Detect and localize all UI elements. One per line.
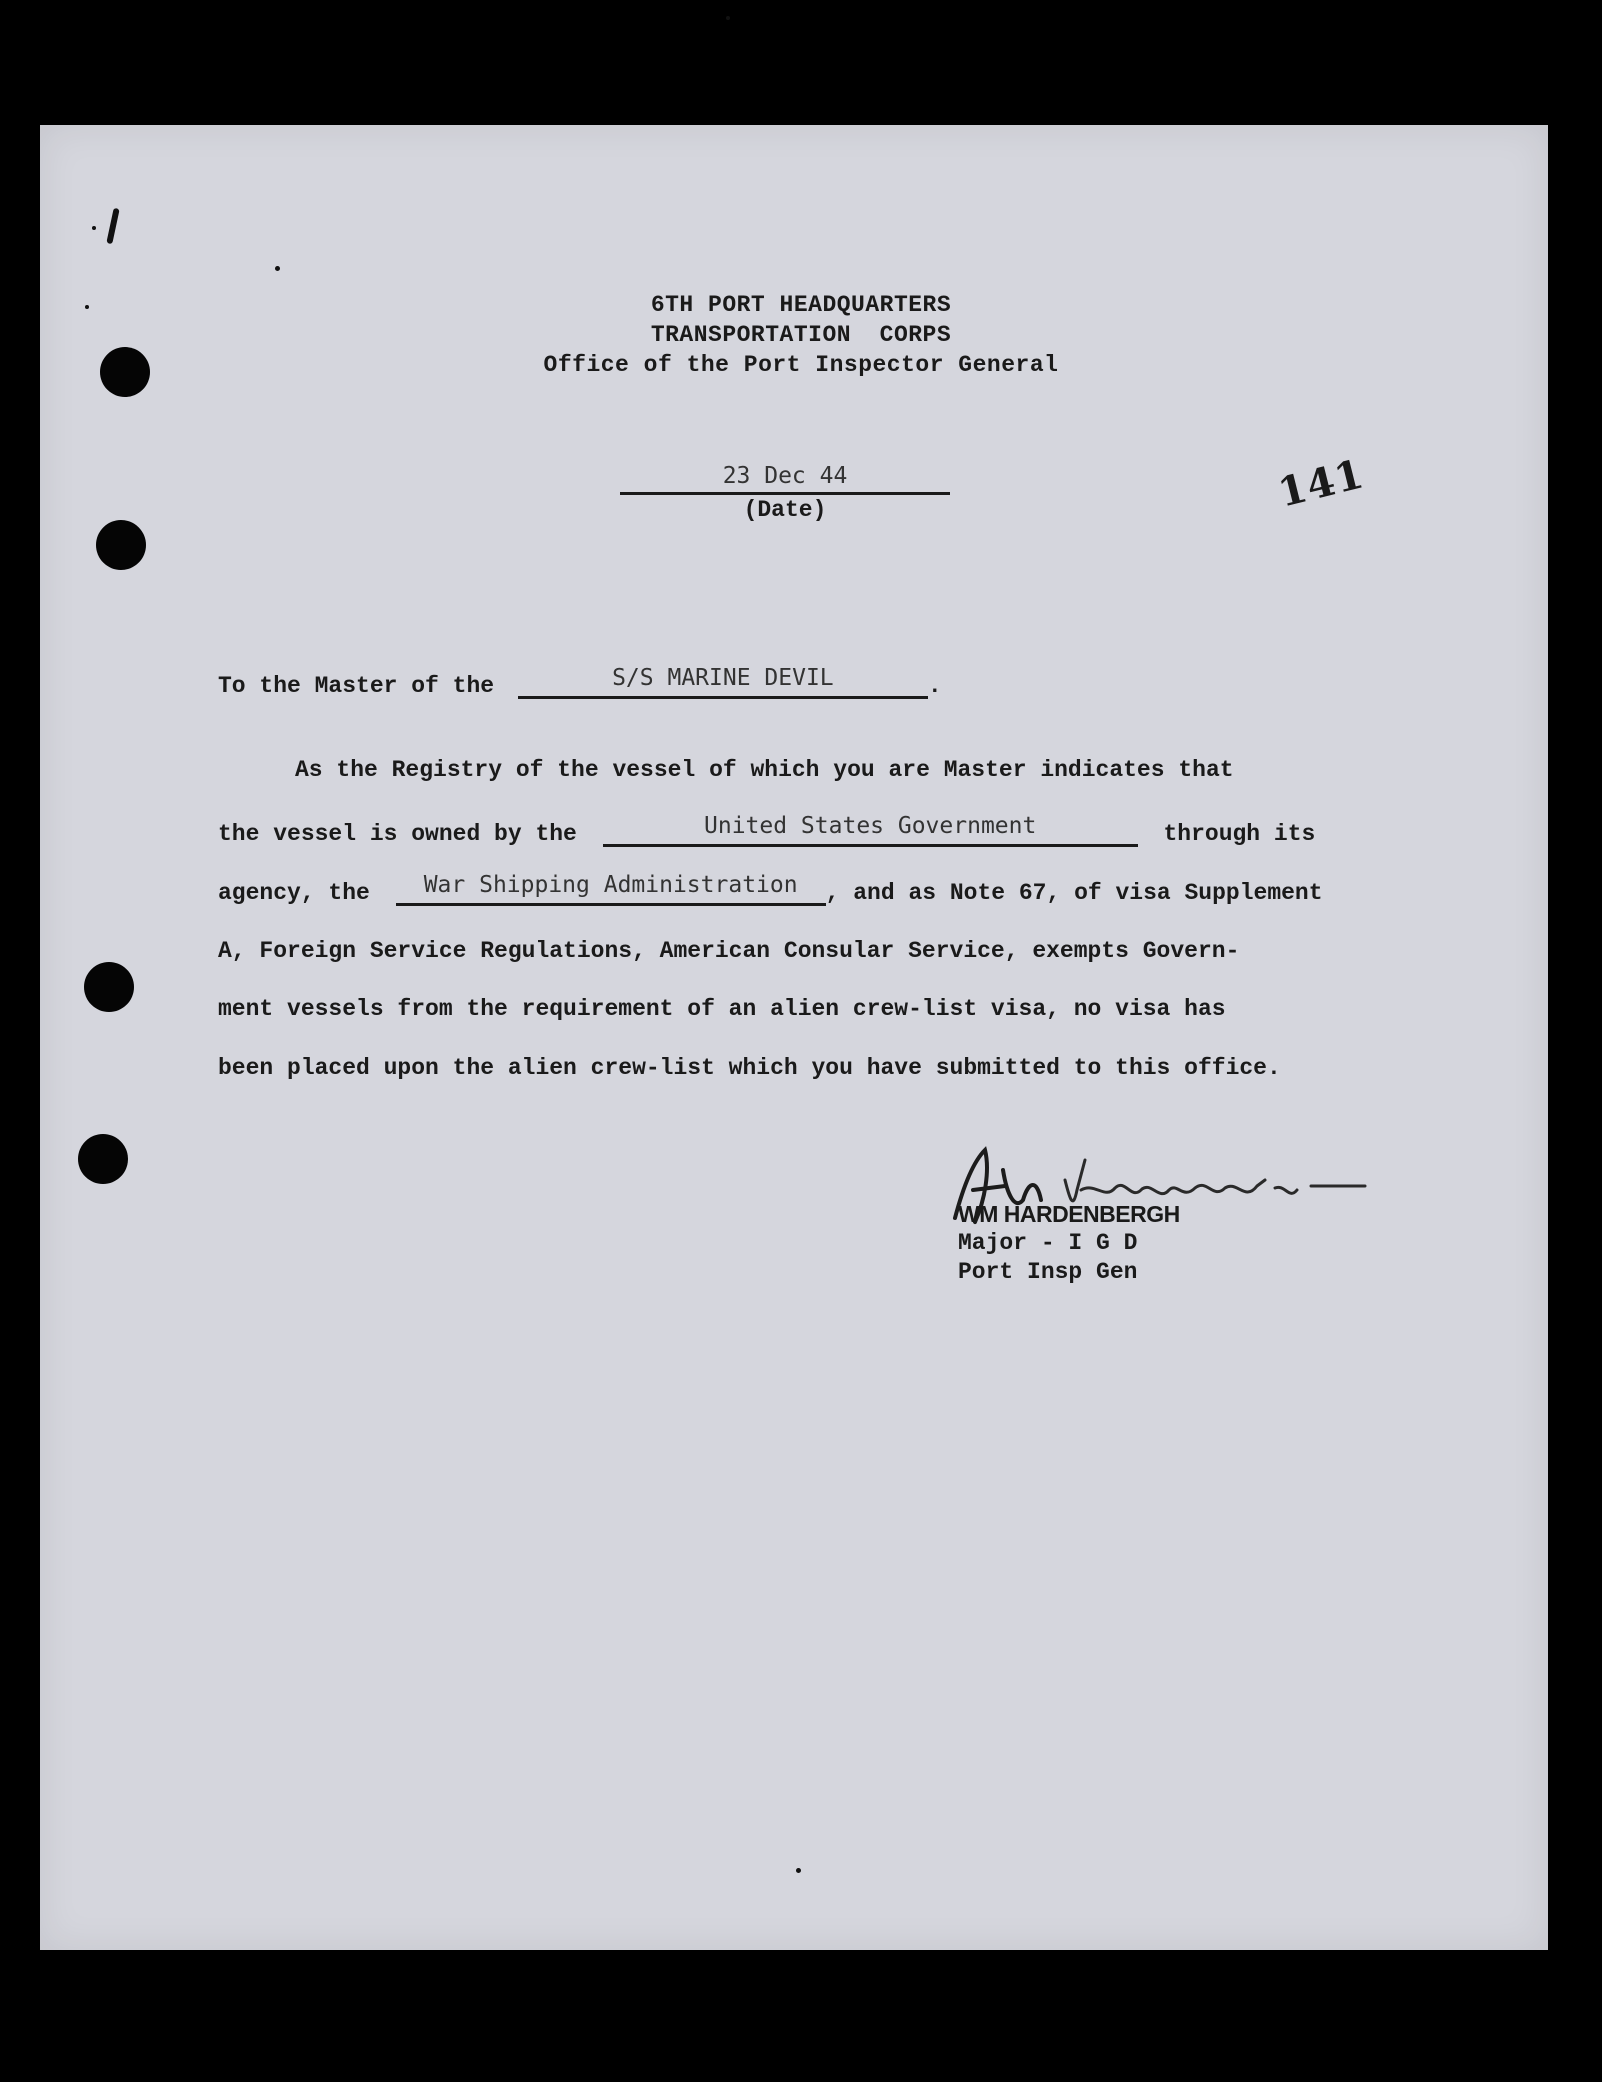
body-line-4-text: A, Foreign Service Regulations, American Consular Service, exempts Govern- xyxy=(218,938,1240,964)
letterhead-line-3: Office of the Port Inspector General xyxy=(543,352,1059,378)
date-block xyxy=(620,460,950,525)
addressee-suffix: . xyxy=(927,673,942,699)
ink-speck xyxy=(796,1868,801,1873)
signer-rank: Major - I G D xyxy=(958,1230,1138,1256)
vessel-name: S/S MARINE DEVIL xyxy=(518,664,928,699)
letterhead xyxy=(0,290,1602,380)
addressee-prefix: To the Master of the xyxy=(218,673,495,699)
body-line-3-prefix: agency, the xyxy=(218,880,370,906)
body-line-4 xyxy=(218,938,1438,964)
date-value: 23 Dec 44 xyxy=(620,460,950,495)
body-line-6-text: been placed upon the alien crew-list which you have submitted to this office. xyxy=(218,1055,1281,1081)
letterhead-line-2: TRANSPORTATION CORPS xyxy=(650,322,952,348)
body-line-5-text: ment vessels from the requirement of an alien crew-list visa, no visa has xyxy=(218,996,1226,1022)
punch-hole xyxy=(84,962,134,1012)
addressee-line xyxy=(218,664,1438,699)
ink-speck xyxy=(726,16,730,20)
ink-speck xyxy=(92,226,96,230)
document-page xyxy=(40,125,1548,1950)
body-line-2-prefix: the vessel is owned by the xyxy=(218,821,577,847)
body-line-2 xyxy=(218,812,1438,847)
letterhead-line-1: 6TH PORT HEADQUARTERS xyxy=(650,292,952,318)
vessel-owner: United States Government xyxy=(603,812,1138,847)
signer-name: WM HARDENBERGH xyxy=(958,1201,1180,1227)
body-line-5 xyxy=(218,996,1438,1022)
body-line-1-text: As the Registry of the vessel of which you are Master indicates that xyxy=(295,757,1234,783)
page-number: 141 xyxy=(1273,450,1369,517)
punch-hole xyxy=(96,520,146,570)
ink-speck xyxy=(275,266,280,271)
signer-title: Port Insp Gen xyxy=(958,1259,1138,1285)
punch-hole xyxy=(78,1134,128,1184)
body-line-3-suffix: , and as Note 67, of visa Supplement xyxy=(825,880,1323,906)
body-line-3 xyxy=(218,871,1438,906)
body-line-6 xyxy=(218,1055,1438,1081)
date-label: (Date) xyxy=(743,497,827,523)
body-line-2-suffix: through its xyxy=(1163,821,1316,847)
owning-agency: War Shipping Administration xyxy=(396,871,826,906)
signature-block xyxy=(958,1200,1180,1287)
body-line-1 xyxy=(295,757,1515,783)
